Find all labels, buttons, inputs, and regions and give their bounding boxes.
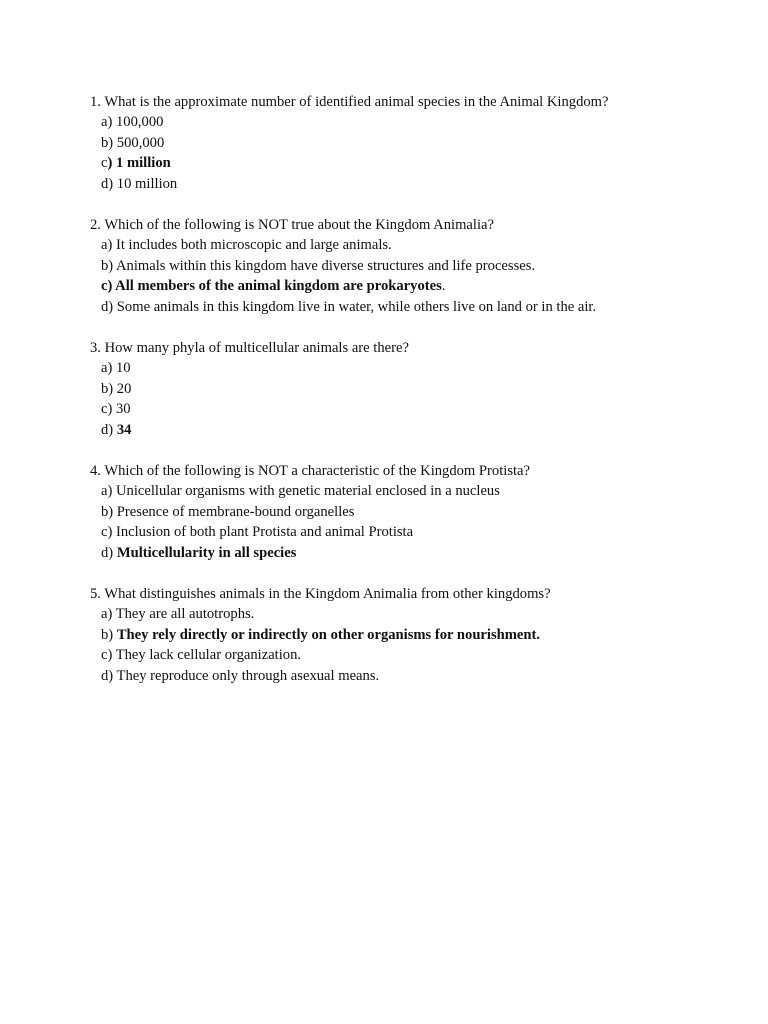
question-5-option-a: a) They are all autotrophs. bbox=[101, 606, 255, 622]
question-2-option-c: c) All members of the animal kingdom are prokaryotes. bbox=[101, 278, 446, 294]
question-1-option-a: a) 100,000 bbox=[101, 114, 164, 130]
answer-highlight: 34 bbox=[116, 422, 132, 438]
question-1-stem: 1. What is the approximate number of identified animal species in the Animal Kingdom? bbox=[90, 94, 609, 110]
question-2-option-a: a) It includes both microscopic and large animals. bbox=[101, 237, 392, 253]
question-1-option-d: d) 10 million bbox=[101, 176, 178, 192]
question-4-option-b: b) Presence of membrane-bound organelles bbox=[101, 504, 355, 520]
answer-highlight: c) All members of the animal kingdom are prokaryotes bbox=[101, 278, 442, 294]
question-1-option-c: c) 1 million bbox=[101, 155, 171, 171]
question-5-option-b: b) They rely directly or indirectly on other organisms for nourishment. bbox=[101, 627, 541, 643]
question-3-option-c: c) 30 bbox=[101, 401, 131, 417]
question-4-option-d: d) Multicellularity in all species bbox=[101, 545, 297, 561]
question-5-option-d: d) They reproduce only through asexual means. bbox=[101, 668, 380, 684]
answer-highlight: ) 1 million bbox=[107, 155, 171, 171]
question-4-stem: 4. Which of the following is NOT a characteristic of the Kingdom Protista? bbox=[90, 463, 531, 479]
question-3-option-a: a) 10 bbox=[101, 360, 131, 376]
question-3-option-d: d) 34 bbox=[101, 422, 132, 438]
question-3-stem: 3. How many phyla of multicellular animals are there? bbox=[90, 340, 409, 356]
question-3-option-b: b) 20 bbox=[101, 381, 132, 397]
question-2-option-b: b) Animals within this kingdom have diverse structures and life processes. bbox=[101, 258, 536, 274]
answer-highlight: They rely directly or indirectly on other organisms for nourishment. bbox=[116, 627, 541, 643]
question-5-option-c: c) They lack cellular organization. bbox=[101, 647, 302, 663]
question-2-stem: 2. Which of the following is NOT true about the Kingdom Animalia? bbox=[90, 217, 494, 233]
question-5-stem: 5. What distinguishes animals in the Kingdom Animalia from other kingdoms? bbox=[90, 586, 551, 602]
question-4-option-c: c) Inclusion of both plant Protista and animal Protista bbox=[101, 524, 414, 540]
question-4-option-a: a) Unicellular organisms with genetic material enclosed in a nucleus bbox=[101, 483, 500, 499]
answer-highlight: Multicellularity in all species bbox=[116, 545, 297, 561]
question-1-option-b: b) 500,000 bbox=[101, 135, 165, 151]
question-2-option-d: d) Some animals in this kingdom live in water, while others live on land or in the air. bbox=[101, 299, 597, 315]
